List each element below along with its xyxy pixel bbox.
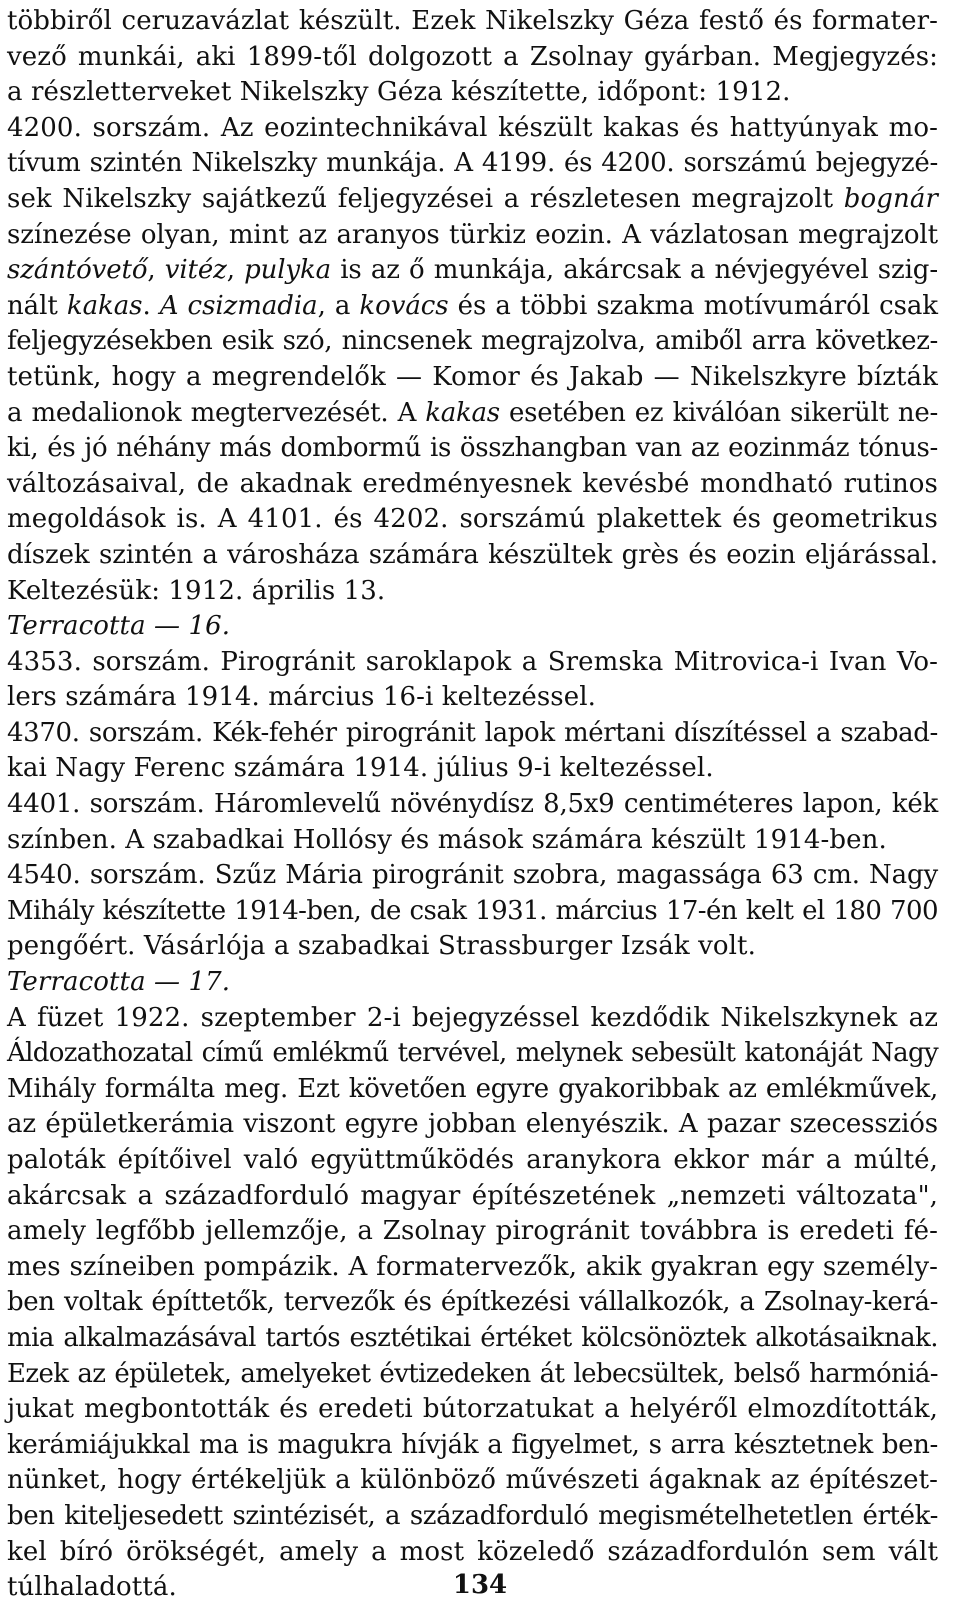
text-run: akárcsak a századforduló magyar építészetének „nemzeti változata",	[7, 1180, 938, 1211]
italic-text-run: bognár	[843, 183, 938, 214]
text-line	[7, 40, 938, 76]
text-run: Mihály készítette 1914-ben, de csak 1931. március 17-én kelt el 180 700	[7, 895, 938, 926]
text-line	[7, 360, 938, 396]
text-run: ben voltak építtetők, tervezők és építkezési vállalkozók, a Zsolnay-kerá-	[7, 1287, 938, 1318]
text-line	[7, 111, 938, 147]
text-run: megoldások is. A 4101. és 4202. sorszámú plakettek és geometrikus	[7, 504, 938, 535]
text-run: az épületkerámia viszont egyre jobban elenyészik. A pazar szecessziós	[7, 1109, 938, 1140]
text-run: Mihály formálta meg. Ezt követően egyre gyakoribbak az emlékművek,	[7, 1073, 938, 1104]
text-run: A füzet 1922. szeptember 2-i bejegyzéssel kezdődik Nikelszkynek az	[7, 1002, 938, 1033]
text-run: vező munkái, aki 1899-től dolgozott a Zsolnay gyárban. Megjegyzés:	[7, 41, 938, 72]
text-line	[7, 858, 938, 894]
text-run: a medalionok megtervezését. A	[7, 397, 426, 428]
text-run: 4401. sorszám. Háromlevelű növénydísz 8,5x9 centiméteres lapon, kék	[7, 789, 938, 820]
text-line	[7, 1392, 938, 1428]
text-line	[7, 75, 938, 111]
text-line	[7, 1357, 938, 1393]
text-run: Ezek az épületek, amelyeket évtizedeken át lebecsültek, belső harmóniá-	[7, 1358, 938, 1389]
text-run: esetében ez kiválóan sikerült ne-	[499, 397, 938, 428]
text-line	[7, 1285, 938, 1321]
text-line	[7, 716, 938, 752]
text-line	[7, 929, 938, 965]
text-line	[7, 1001, 938, 1037]
text-run: és a többi szakma motívumáról csak	[448, 290, 938, 321]
italic-text-run: pulyka	[244, 255, 331, 286]
text-run: 4540. sorszám. Szűz Mária pirogránit szobra, magassága 63 cm. Nagy	[7, 860, 938, 891]
text-run: pengőért. Vásárlója a szabadkai Strassburger Izsák volt.	[7, 931, 756, 962]
text-run: 4370. sorszám. Kék-fehér pirogránit lapok mértani díszítéssel a szabad-	[7, 717, 938, 748]
text-line	[7, 218, 938, 254]
text-line	[7, 894, 938, 930]
text-run: 4200. sorszám. Az eozintechnikával készült kakas és hattyúnyak mo-	[7, 112, 938, 143]
italic-text-run: A csizmadia	[159, 290, 318, 321]
text-run: kai Nagy Ferenc számára 1914. július 9-i keltezéssel.	[7, 753, 714, 784]
text-run: többiről ceruzavázlat készült. Ezek Nikelszky Géza festő és formater-	[7, 6, 938, 36]
text-run: mes színeiben pompázik. A formatervezők, akik gyakran egy személy-	[7, 1251, 938, 1282]
text-run: paloták építőivel való együttműködés aranykora ekkor már a múlté,	[7, 1145, 938, 1175]
text-line	[7, 1214, 938, 1250]
text-line	[7, 645, 938, 681]
text-line	[7, 396, 938, 432]
text-run: díszek szintén a városháza számára készültek grès és eozin eljárással.	[7, 539, 938, 570]
text-line	[7, 467, 938, 503]
text-line	[7, 4, 938, 40]
text-run: túlhaladottá.	[7, 1572, 177, 1603]
italic-text-run: kovács	[359, 290, 449, 321]
text-line	[7, 1107, 938, 1143]
text-line	[7, 1428, 938, 1464]
text-line	[7, 182, 938, 218]
text-run: .	[142, 290, 160, 321]
text-line	[7, 431, 938, 467]
text-line	[7, 1179, 938, 1215]
text-line	[7, 146, 938, 182]
text-run: változásaival, de akadnak eredményesnek kevésbé mondható rutinos	[7, 468, 938, 499]
text-run: amely legfőbb jellemzője, a Zsolnay pirogránit továbbra is eredeti fé-	[7, 1216, 938, 1247]
text-run: nált	[7, 290, 67, 321]
text-run: nünket, hogy értékeljük a különböző művészeti ágaknak az építészet-	[7, 1465, 938, 1496]
text-run: feljegyzésekben esik szó, nincsenek megrajzolva, amiből arra következ-	[7, 326, 938, 357]
text-run: lers számára 1914. március 16-i keltezéssel.	[7, 682, 597, 713]
text-run: színezése olyan, mint az aranyos türkiz eozin. A vázlatosan megrajzolt	[7, 219, 938, 250]
italic-text-run: Terracotta — 16.	[7, 611, 231, 642]
text-run: a részletterveket Nikelszky Géza készítette, időpont: 1912.	[7, 77, 791, 108]
italic-text-run: szántóvető	[7, 255, 148, 286]
text-line	[7, 1250, 938, 1286]
text-line	[7, 502, 938, 538]
text-line	[7, 965, 938, 1001]
text-line	[7, 1535, 938, 1571]
text-line	[7, 538, 938, 574]
text-run: kel bíró örökségét, amely a most közeledő századfordulón sem vált	[7, 1536, 938, 1567]
text-line	[7, 1499, 938, 1535]
text-run: Keltezésük: 1912. április 13.	[7, 575, 386, 606]
text-run: ,	[147, 255, 165, 286]
text-run: Áldozathozatal című emlékmű tervével, melynek sebesült katonáját Nagy	[7, 1038, 938, 1069]
text-line	[7, 680, 938, 716]
text-line	[7, 1072, 938, 1108]
text-run: 4353. sorszám. Pirogránit saroklapok a Sremska Mitrovica-i Ivan Vo-	[7, 646, 938, 677]
page-number: 134	[452, 1570, 508, 1600]
text-line	[7, 787, 938, 823]
body-text	[7, 4, 938, 1606]
italic-text-run: kakas	[66, 290, 143, 321]
text-run: ben kiteljesedett szintézisét, a századforduló megismételhetetlen érték-	[7, 1500, 938, 1531]
text-line	[7, 1321, 938, 1357]
text-run: , a	[317, 290, 360, 321]
italic-text-run: kakas	[425, 397, 500, 428]
text-line	[7, 289, 938, 325]
text-run: ki, és jó néhány más dombormű is összhangban van az eozinmáz tónus-	[7, 433, 938, 464]
text-run: sek Nikelszky sajátkezű feljegyzései a részletesen megrajzolt	[7, 183, 844, 214]
text-run: is az ő munkája, akárcsak a névjegyével szig-	[331, 255, 938, 286]
text-run: mia alkalmazásával tartós esztétikai értéket kölcsönöztek alkotásaiknak.	[7, 1322, 938, 1353]
text-line	[7, 823, 938, 859]
text-line	[7, 609, 938, 645]
text-run: tetünk, hogy a megrendelők — Komor és Jakab — Nikelszkyre bízták	[7, 361, 938, 392]
text-run: színben. A szabadkai Hollósy és mások számára készült 1914-ben.	[7, 824, 887, 855]
text-line	[7, 1143, 938, 1179]
text-run: jukat megbontották és eredeti bútorzatukat a helyéről elmozdították,	[7, 1394, 938, 1425]
text-run: kerámiájukkal ma is magukra hívják a figyelmet, s arra késztetnek ben-	[7, 1429, 938, 1460]
text-line	[7, 1036, 938, 1072]
text-run: tívum szintén Nikelszky munkája. A 4199. és 4200. sorszámú bejegyzé-	[7, 148, 938, 179]
italic-text-run: Terracotta — 17.	[7, 967, 231, 998]
text-line	[7, 751, 938, 787]
text-line	[7, 253, 938, 289]
text-line	[7, 324, 938, 360]
text-line	[7, 574, 938, 610]
text-run: ,	[226, 255, 245, 286]
italic-text-run: vitéz	[164, 255, 227, 286]
text-line	[7, 1463, 938, 1499]
